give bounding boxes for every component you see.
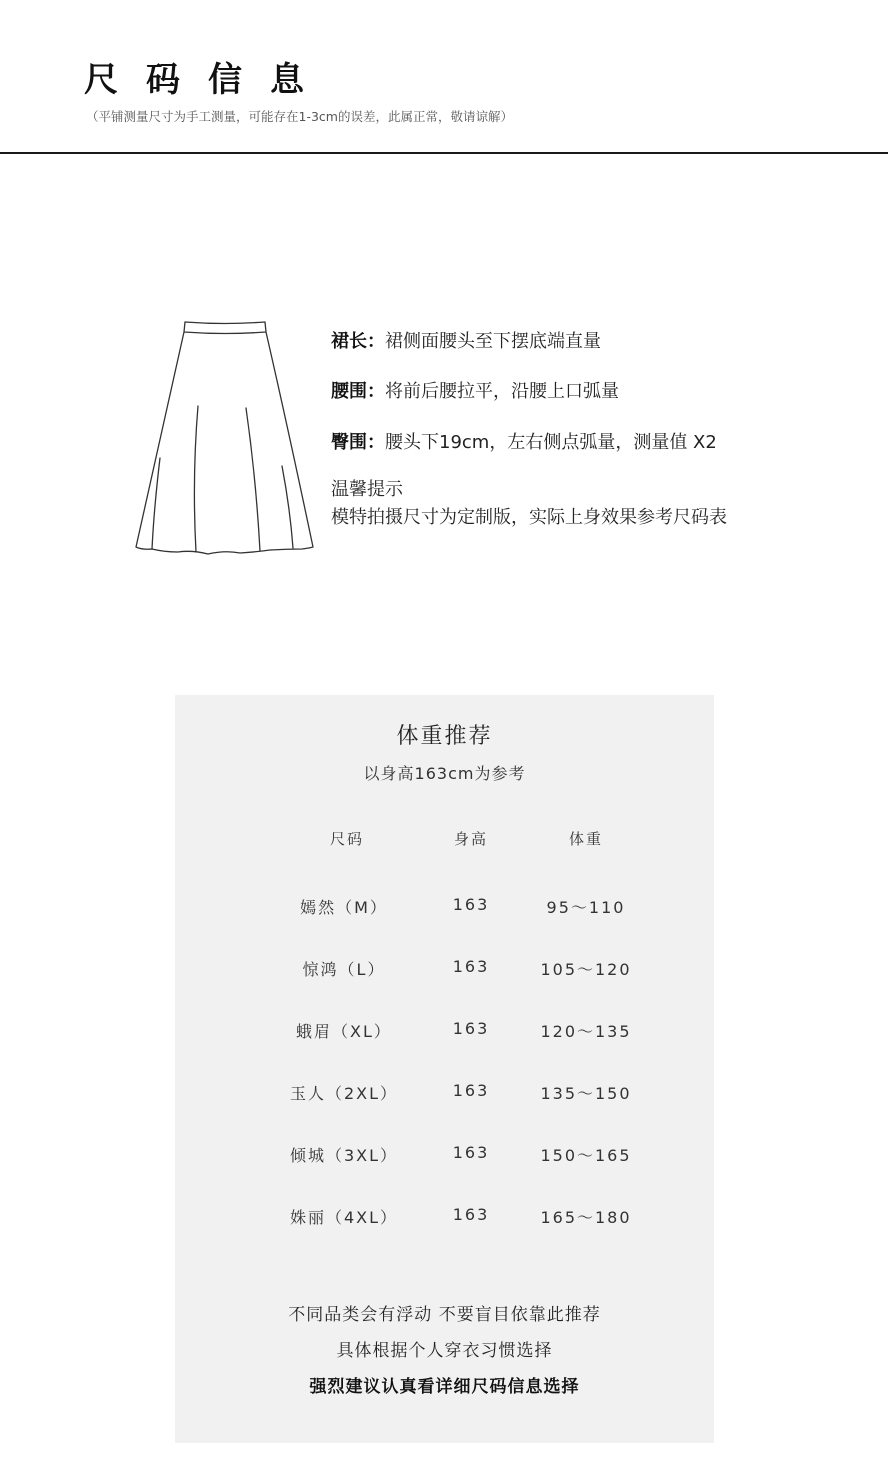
waist-label: 腰围： [331, 381, 385, 402]
skirt-illustration-icon [130, 318, 320, 563]
row-size-cell: 倾城（3XL） [289, 1146, 399, 1165]
skirt-length-text: 裙侧面腰头至下摆底端直量 [385, 331, 601, 352]
row-size-cell: 惊鸿（L） [302, 960, 386, 979]
header-note: （平铺测量尺寸为手工测量，可能存在1-3cm的误差，此属正常，敬请谅解） [86, 109, 513, 124]
panel-subtitle: 以身高163cm为参考 [363, 764, 526, 783]
note-line-2: 具体根据个人穿衣习惯选择 [336, 1341, 553, 1361]
hip-desc [331, 428, 717, 454]
hip-label: 臀围： [331, 432, 385, 453]
waist-desc [331, 377, 619, 403]
waist-text: 将前后腰拉平，沿腰上口弧量 [385, 381, 619, 402]
note-line-1: 不同品类会有浮动 不要盲目依靠此推荐 [288, 1305, 601, 1325]
row-weight-cell: 135～150 [540, 1084, 632, 1103]
header-divider [0, 152, 888, 154]
panel-title: 体重推荐 [396, 724, 493, 749]
row-height-cell: 163 [452, 1143, 490, 1162]
row-weight-cell: 95～110 [546, 898, 626, 917]
row-weight-cell: 150～165 [540, 1146, 632, 1165]
hip-text: 腰头下19cm，左右侧点弧量，测量值 X2 [385, 432, 717, 453]
row-height-cell: 163 [452, 1081, 490, 1100]
row-size-cell: 嫣然（M） [300, 898, 388, 917]
note-line-3: 强烈建议认真看详细尺码信息选择 [309, 1377, 580, 1397]
column-header-size: 尺码 [329, 830, 365, 848]
column-header-weight: 体重 [568, 830, 604, 848]
row-weight-cell: 165～180 [540, 1208, 632, 1227]
row-size-cell: 玉人（2XL） [289, 1084, 399, 1103]
skirt-length-desc [331, 327, 601, 353]
skirt-length-label: 裙长： [331, 331, 385, 352]
row-height-cell: 163 [452, 895, 490, 914]
row-height-cell: 163 [452, 1019, 490, 1038]
row-size-cell: 姝丽（4XL） [289, 1208, 399, 1227]
row-height-cell: 163 [452, 1205, 490, 1224]
header-title: 尺码信息 [84, 60, 332, 100]
tip-text: 模特拍摄尺寸为定制版，实际上身效果参考尺码表 [331, 507, 727, 528]
row-size-cell: 蛾眉（XL） [296, 1022, 392, 1041]
row-height-cell: 163 [452, 957, 490, 976]
weight-recommendation-panel [175, 695, 714, 1443]
tip-title: 温馨提示 [331, 479, 403, 500]
row-weight-cell: 120～135 [540, 1022, 632, 1041]
column-header-height: 身高 [453, 830, 489, 848]
row-weight-cell: 105～120 [540, 960, 632, 979]
